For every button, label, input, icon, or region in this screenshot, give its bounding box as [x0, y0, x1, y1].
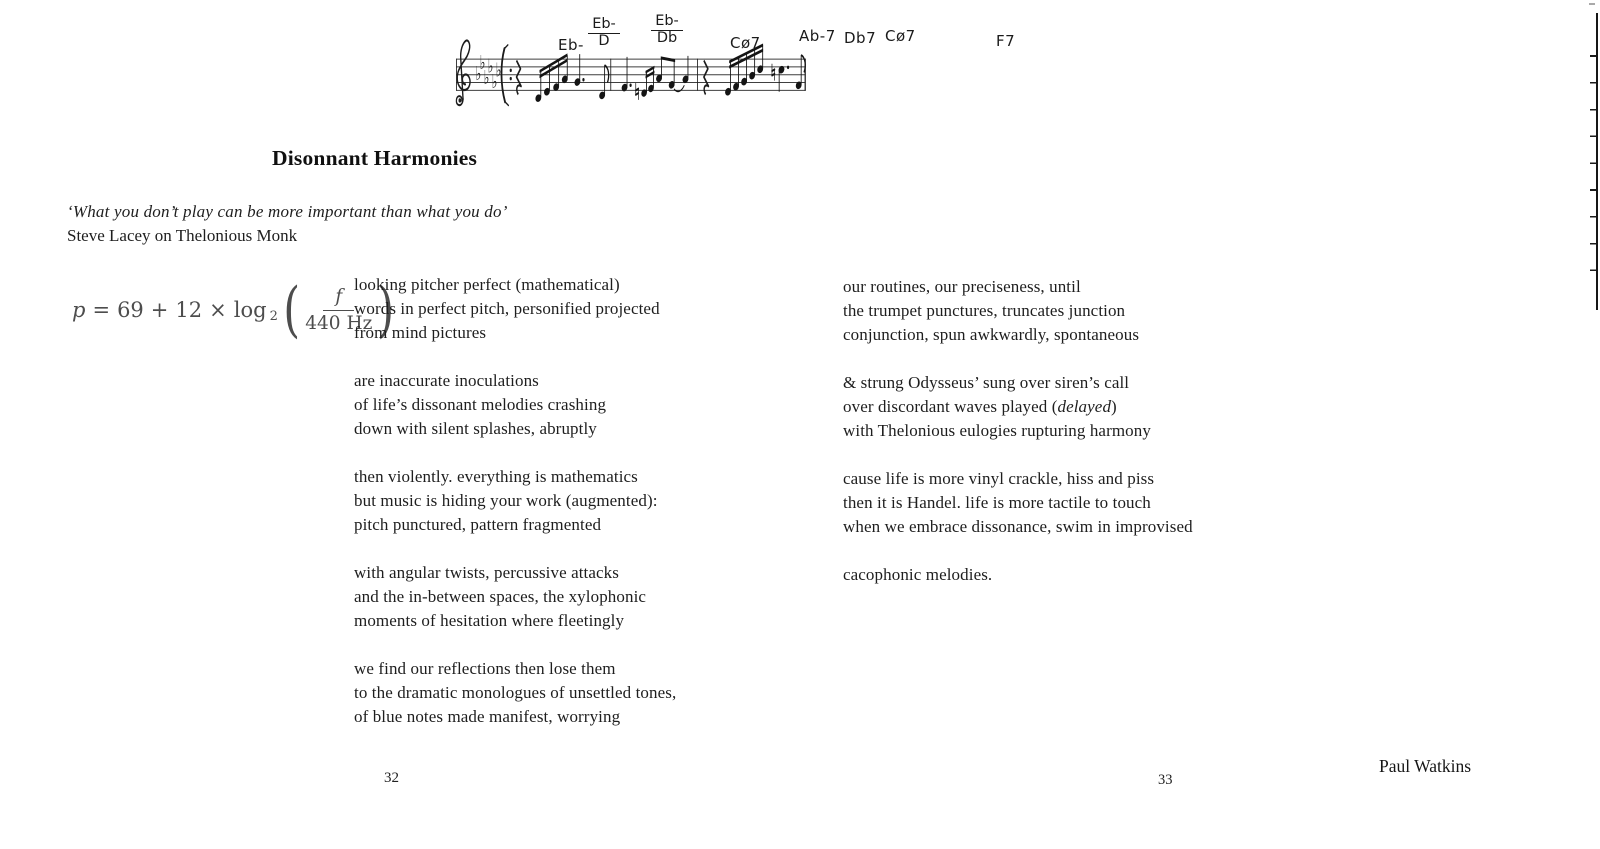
flat-icon: ♭ — [475, 62, 482, 86]
poem-line: when we embrace dissonance, swim in improvised — [843, 517, 1193, 536]
flat-icon: ♭ — [495, 58, 502, 82]
chord-symbol: Cø7 — [885, 27, 916, 45]
stanza — [843, 371, 1193, 443]
stanza — [354, 369, 676, 441]
chord-top: Eb- — [651, 14, 683, 31]
plus-sign: + — [150, 298, 169, 322]
poem-line: and the in-between spaces, the xylophonic — [354, 587, 647, 606]
stanza — [843, 275, 1193, 347]
poem-line-segment: over discordant waves played ( — [843, 397, 1058, 416]
poem-line-segment: ) — [1111, 397, 1117, 416]
times-sign: × — [209, 298, 227, 322]
poem-line: words in perfect pitch, personified projected — [354, 299, 660, 318]
chord-symbol — [585, 17, 623, 50]
poem-line: to the dramatic monologues of unsettled tones, — [354, 683, 677, 702]
stanza — [354, 273, 676, 345]
poem-line: then it is Handel. life is more tactile to touch — [843, 493, 1151, 512]
poem-line: cacophonic melodies. — [843, 565, 993, 584]
right-paren: ) — [377, 275, 395, 345]
poem-line: but music is hiding your work (augmented): — [354, 491, 658, 510]
formula-constant-12: 12 — [175, 298, 203, 322]
page-title: Disonnant Harmonies — [272, 146, 478, 170]
flat-icon: ♭ — [479, 50, 486, 74]
equals-sign: = — [92, 298, 111, 322]
chord-symbol: F7 — [996, 32, 1016, 50]
treble-clef-icon — [456, 40, 470, 105]
poem-line: conjunction, spun awkwardly, spontaneous — [843, 325, 1140, 344]
formula-constant-69: 69 — [117, 298, 144, 322]
quarter-rest — [517, 60, 522, 94]
poem-line: & strung Odysseus’ sung over siren’s call — [843, 373, 1130, 392]
chord-top: Eb- — [588, 17, 620, 34]
natural-icon — [636, 83, 639, 99]
measure-2-notes — [621, 56, 688, 100]
log-function: log — [233, 298, 267, 322]
epigraph-quote: ‘What you don’t play can be more important than what you do’ — [67, 202, 508, 221]
key-signature-flats — [476, 51, 502, 93]
page-number-right: 33 — [1158, 772, 1173, 788]
poem-line: moments of hesitation where fleetingly — [354, 611, 625, 630]
sheet-music — [455, 10, 1070, 122]
stanza — [843, 467, 1193, 539]
chord-bottom: D — [598, 32, 610, 49]
poem-line: are inaccurate inoculations — [354, 371, 539, 390]
chord-symbol: Cø7 — [730, 34, 761, 52]
poem-line: pitch punctured, pattern fragmented — [354, 515, 602, 534]
stanza — [354, 561, 676, 633]
chord-symbol: Ab-7 — [799, 27, 836, 45]
fraction-denominator: 440 Hz — [305, 312, 373, 334]
pitch-formula — [72, 277, 393, 343]
chord-bottom: Db — [656, 29, 678, 46]
poem-line: then violently. everything is mathematics — [354, 467, 638, 486]
author-name: Paul Watkins — [1379, 756, 1472, 776]
poem-line — [843, 395, 1193, 419]
poem-line-italic: delayed — [1057, 397, 1112, 416]
poem-line: looking pitcher perfect (mathematical) — [354, 275, 620, 294]
measure-1-notes — [535, 53, 609, 102]
flat-icon: ♭ — [491, 70, 498, 93]
left-paren: ( — [283, 275, 300, 345]
page-edge-ticks — [1590, 30, 1596, 292]
epigraph-attribution: Steve Lacey on Thelonious Monk — [67, 226, 298, 245]
poem-column-right — [843, 275, 1193, 611]
chord-symbol: Eb- — [558, 36, 584, 54]
stanza — [354, 465, 676, 537]
poem-line: from mind pictures — [354, 323, 487, 342]
poem-line: cause life is more vinyl crackle, hiss and piss — [843, 469, 1155, 488]
log-base: 2 — [269, 308, 278, 324]
page-edge-top-mark — [1589, 3, 1595, 5]
poem-line: the trumpet punctures, truncates junction — [843, 301, 1126, 320]
flat-icon: ♭ — [483, 65, 490, 89]
quarter-rest — [704, 60, 709, 94]
formula-variable-p: p — [72, 298, 86, 322]
stanza — [354, 657, 676, 729]
sheet-music-svg — [455, 10, 1070, 122]
poem-line: our routines, our preciseness, until — [843, 277, 1081, 296]
poem-column-left — [354, 273, 676, 753]
poem-line: down with silent splashes, abruptly — [354, 419, 597, 438]
chord-symbol: Db7 — [844, 29, 877, 47]
poem-line: with angular twists, percussive attacks — [354, 563, 619, 582]
poem-line: of life’s dissonant melodies crashing — [354, 395, 607, 414]
poem-line: of blue notes made manifest, worrying — [354, 707, 621, 726]
page-number-left: 32 — [384, 770, 399, 786]
flat-icon: ♭ — [487, 54, 494, 78]
poem-line: with Thelonious eulogies rupturing harmony — [843, 421, 1151, 440]
stanza — [843, 563, 1193, 587]
poem-line: we find our reflections then lose them — [354, 659, 616, 678]
chord-symbol — [648, 14, 686, 47]
fraction-numerator: f — [323, 285, 354, 310]
